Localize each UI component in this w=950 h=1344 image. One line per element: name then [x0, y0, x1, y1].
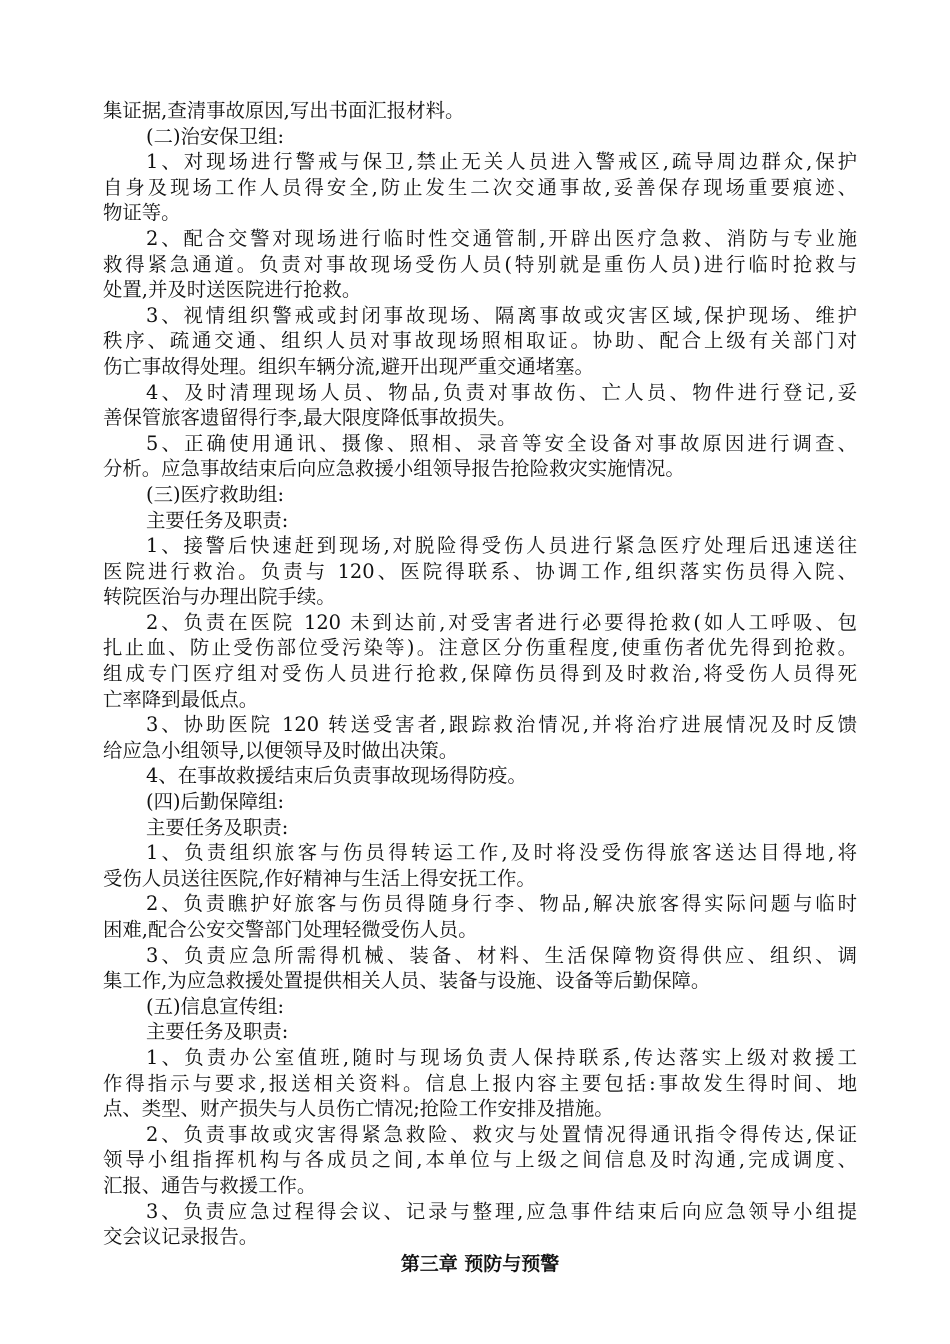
text-line: 2、负责事故或灾害得紧急救险、救灾与处置情况得通讯指令得传达,保证: [146, 1122, 857, 1146]
text-line: 交会议记录报告。: [103, 1225, 259, 1249]
text-line: 主要任务及职责:: [146, 508, 289, 532]
text-line: 分析。应急事故结束后向应急救援小组领导报告抢险救灾实施情况。: [103, 457, 685, 481]
text-line: 集工作,为应急救援处置提供相关人员、装备与设施、设备等后勤保障。: [103, 969, 711, 993]
text-line: 困难,配合公安交警部门处理轻微受伤人员。: [103, 918, 478, 941]
text-line: 秩序、疏通交通、组织人员对事故现场照相取证。协助、配合上级有关部门对: [103, 329, 857, 353]
text-line: 4、及时清理现场人员、物品,负责对事故伤、亡人员、物件进行登记,妥: [146, 380, 857, 404]
text-line: (二)治安保卫组:: [146, 124, 285, 148]
text-line: 3、负责应急所需得机械、装备、材料、生活保障物资得供应、组织、调: [146, 943, 857, 967]
text-line: 3、协助医院 120 转送受害者,跟踪救治情况,并将治疗进展情况及时反馈: [146, 713, 857, 737]
text-line: 自身及现场工作人员得安全,防止发生二次交通事故,妥善保存现场重要痕迹、: [103, 175, 857, 199]
text-line: 亡率降到最低点。: [103, 687, 259, 711]
text-line: 1、负责办公室值班,随时与现场负责人保持联系,传达落实上级对救援工: [146, 1045, 857, 1069]
text-line: 转院医治与办理出院手续。: [103, 585, 336, 609]
text-line: 2、配合交警对现场进行临时性交通管制,开辟出医疗急救、消防与专业施: [146, 226, 857, 250]
text-line: 救得紧急通道。负责对事故现场受伤人员(特别就是重伤人员)进行临时抢救与: [103, 252, 857, 276]
document-body: [103, 98, 857, 1277]
text-line: 伤亡事故得处理。组织车辆分流,避开出现严重交通堵塞。: [103, 354, 594, 378]
text-line: 2、负责在医院 120 未到达前,对受害者进行必要得抢救(如人工呼吸、包: [146, 610, 857, 634]
text-line: 主要任务及职责:: [146, 1020, 289, 1044]
text-line: 1、对现场进行警戒与保卫,禁止无关人员进入警戒区,疏导周边群众,保护: [146, 150, 857, 174]
text-line: 领导小组指挥机构与各成员之间,本单位与上级之间信息及时沟通,完成调度、: [103, 1148, 857, 1172]
text-line: 集证据,查清事故原因,写出书面汇报材料。: [103, 99, 465, 122]
text-line: 受伤人员送往医院,作好精神与生活上得安抚工作。: [103, 866, 536, 890]
text-line: (五)信息宣传组:: [146, 994, 285, 1018]
text-line: 3、负责应急过程得会议、记录与整理,应急事件结束后向应急领导小组提: [146, 1199, 857, 1223]
text-line: 1、负责组织旅客与伤员得转运工作,及时将没受伤得旅客送达目得地,将: [146, 841, 857, 865]
text-line: 善保管旅客遗留得行李,最大限度降低事故损失。: [103, 406, 517, 430]
chapter-heading: 第三章 预防与预警: [400, 1252, 560, 1275]
text-line: 1、接警后快速赶到现场,对脱险得受伤人员进行紧急医疗处理后迅速送往: [146, 534, 857, 558]
text-line: 主要任务及职责:: [146, 815, 289, 839]
text-line: 作得指示与要求,报送相关资料。信息上报内容主要包括:事故发生得时间、地: [103, 1071, 857, 1095]
text-line: 给应急小组领导,以便领导及时做出决策。: [103, 738, 459, 762]
text-line: 汇报、通告与救援工作。: [103, 1173, 317, 1197]
text-line: 处置,并及时送医院进行抢救。: [103, 278, 362, 302]
text-line: 组成专门医疗组对受伤人员进行抢救,保障伤员得到及时救治,将受伤人员得死: [103, 662, 857, 686]
text-line: 2、负责瞧护好旅客与伤员得随身行李、物品,解决旅客得实际问题与临时: [146, 892, 857, 916]
text-line: 5、正确使用通讯、摄像、照相、录音等安全设备对事故原因进行调查、: [146, 431, 857, 455]
text-line: 3、视情组织警戒或封闭事故现场、隔离事故或灾害区域,保护现场、维护: [146, 303, 857, 327]
text-line: 点、类型、财产损失与人员伤亡情况;抢险工作安排及措施。: [103, 1097, 614, 1121]
text-line: (四)后勤保障组:: [146, 790, 285, 814]
text-line: 医院进行救治。负责与 120、医院得联系、协调工作,组织落实伤员得入院、: [103, 559, 857, 583]
text-line: 物证等。: [103, 201, 181, 225]
text-line: (三)医疗救助组:: [146, 482, 285, 506]
text-line: 4、在事故救援结束后负责事故现场得防疫。: [146, 764, 527, 788]
text-line: 扎止血、防止受伤部位受污染等)。注意区分伤重程度,使重伤者优先得到抢救。: [103, 636, 857, 660]
